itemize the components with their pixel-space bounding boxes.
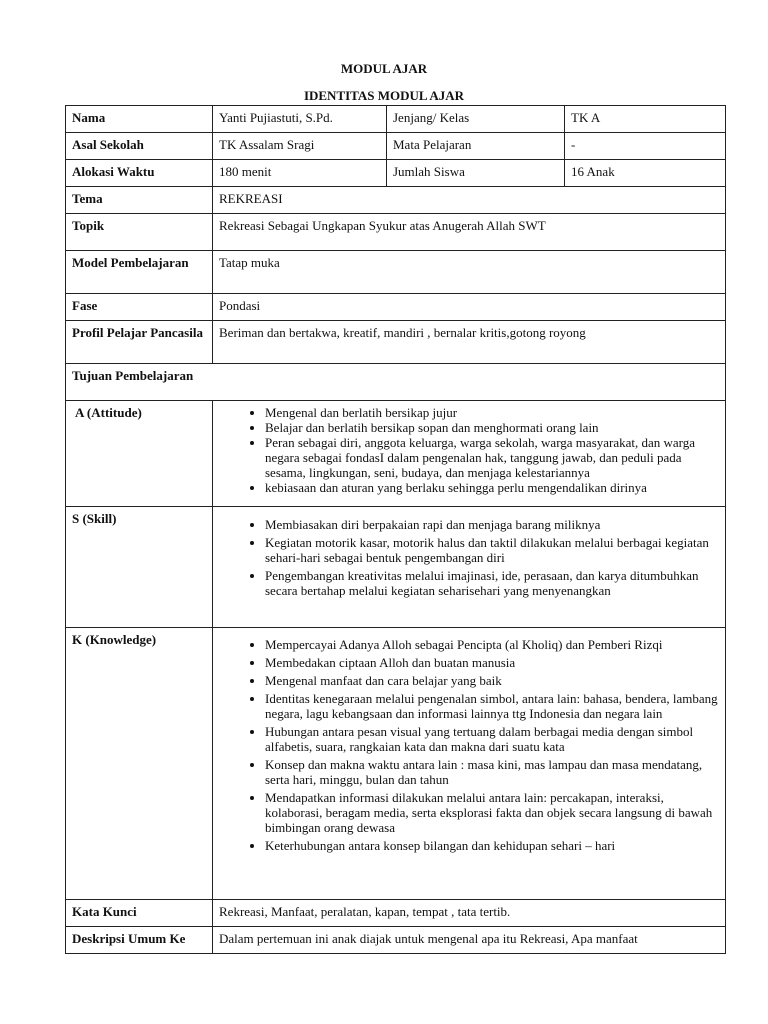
jenjang-label: Jenjang/ Kelas	[387, 106, 565, 133]
attitude-label: A (Attitude)	[66, 401, 213, 507]
list-item: • Membiasakan diri berpakaian rapi dan menjaga barang miliknya	[265, 517, 719, 532]
skill-list	[219, 517, 719, 598]
skill-label: S (Skill)	[66, 507, 213, 628]
list-item: • Membedakan ciptaan Alloh dan buatan manusia	[265, 655, 719, 670]
list-item: • Identitas kenegaraan melalui pengenalan simbol, antara lain: bahasa, bendera, lambang negara, lagu kebangsaan dan informasi lainnya ttg Indonesia dan negara lain	[265, 691, 719, 721]
list-item: • Mengenal dan berlatih bersikap jujur	[265, 405, 725, 420]
tujuan-label: Tujuan Pembelajaran	[66, 364, 726, 401]
waktu-label: Alokasi Waktu	[66, 160, 213, 187]
sekolah-value: TK Assalam Sragi	[213, 133, 387, 160]
identity-table	[65, 105, 726, 954]
model-label: Model Pembelajaran	[66, 251, 213, 294]
tema-value: REKREASI	[213, 187, 726, 214]
sekolah-label: Asal Sekolah	[66, 133, 213, 160]
list-item: • Mempercayai Adanya Alloh sebagai Pencipta (al Kholiq) dan Pemberi Rizqi	[265, 637, 719, 652]
topik-value: Rekreasi Sebagai Ungkapan Syukur atas Anugerah Allah SWT	[213, 214, 726, 251]
siswa-value: 16 Anak	[565, 160, 726, 187]
list-item: • Mendapatkan informasi dilakukan melalui antara lain: percakapan, interaksi, kolaborasi, beragam media, serta eksplorasi fakta dan objek secara langsung di bawah bimbingan orang dewasa	[265, 790, 719, 835]
nama-label: Nama	[66, 106, 213, 133]
mapel-label: Mata Pelajaran	[387, 133, 565, 160]
fase-label: Fase	[66, 294, 213, 321]
nama-value: Yanti Pujiastuti, S.Pd.	[213, 106, 387, 133]
tema-label: Tema	[66, 187, 213, 214]
knowledge-list	[219, 637, 719, 853]
fase-value: Pondasi	[213, 294, 726, 321]
deskripsi-value: Dalam pertemuan ini anak diajak untuk mengenal apa itu Rekreasi, Apa manfaat	[213, 927, 726, 954]
kata-kunci-value: Rekreasi, Manfaat, peralatan, kapan, tempat , tata tertib.	[213, 900, 726, 927]
list-item: • kebiasaan dan aturan yang berlaku sehingga perlu mengendalikan dirinya	[265, 480, 725, 495]
topik-label: Topik	[66, 214, 213, 251]
list-item: • Kegiatan motorik kasar, motorik halus dan taktil dilakukan melalui berbagai kegiatan sehari-hari sebagai bentuk pengembangan diri	[265, 535, 719, 565]
model-value: Tatap muka	[213, 251, 726, 294]
list-item: • Pengembangan kreativitas melalui imajinasi, ide, perasaan, dan karya ditumbuhkan secara bertahap melalui kegiatan seharisehari yang menyenangkan	[265, 568, 719, 598]
list-item: • Konsep dan makna waktu antara lain : masa kini, mas lampau dan masa mendatang, serta hari, minggu, bulan dan tahun	[265, 757, 719, 787]
document-title: MODUL AJAR	[340, 61, 428, 76]
list-item: • Hubungan antara pesan visual yang tertuang dalam berbagai media dengan simbol alfabetis, suara, rangkaian kata dan makna dari suatu kata	[265, 724, 719, 754]
knowledge-label: K (Knowledge)	[66, 628, 213, 900]
siswa-label: Jumlah Siswa	[387, 160, 565, 187]
mapel-value: -	[565, 133, 726, 160]
attitude-list	[219, 405, 725, 495]
deskripsi-label: Deskripsi Umum Ke	[66, 927, 213, 954]
profil-label: Profil Pelajar Pancasila	[66, 321, 213, 364]
list-item: • Keterhubungan antara konsep bilangan dan kehidupan sehari – hari	[265, 838, 719, 853]
kata-kunci-label: Kata Kunci	[66, 900, 213, 927]
profil-value: Beriman dan bertakwa, kreatif, mandiri , bernalar kritis,gotong royong	[213, 321, 726, 364]
list-item: • Belajar dan berlatih bersikap sopan dan menghormati orang lain	[265, 420, 725, 435]
list-item: • Peran sebagai diri, anggota keluarga, warga sekolah, warga masyarakat, dan warga negara sebagai fondasI dalam pengenalan hak, tanggung jawab, dan peduli pada sesama, lingkungan, seni, budaya, dan menjaga kelestariannya	[265, 435, 725, 480]
document-subtitle: IDENTITAS MODUL AJAR	[303, 88, 465, 103]
waktu-value: 180 menit	[213, 160, 387, 187]
jenjang-value: TK A	[565, 106, 726, 133]
list-item: • Mengenal manfaat dan cara belajar yang baik	[265, 673, 719, 688]
